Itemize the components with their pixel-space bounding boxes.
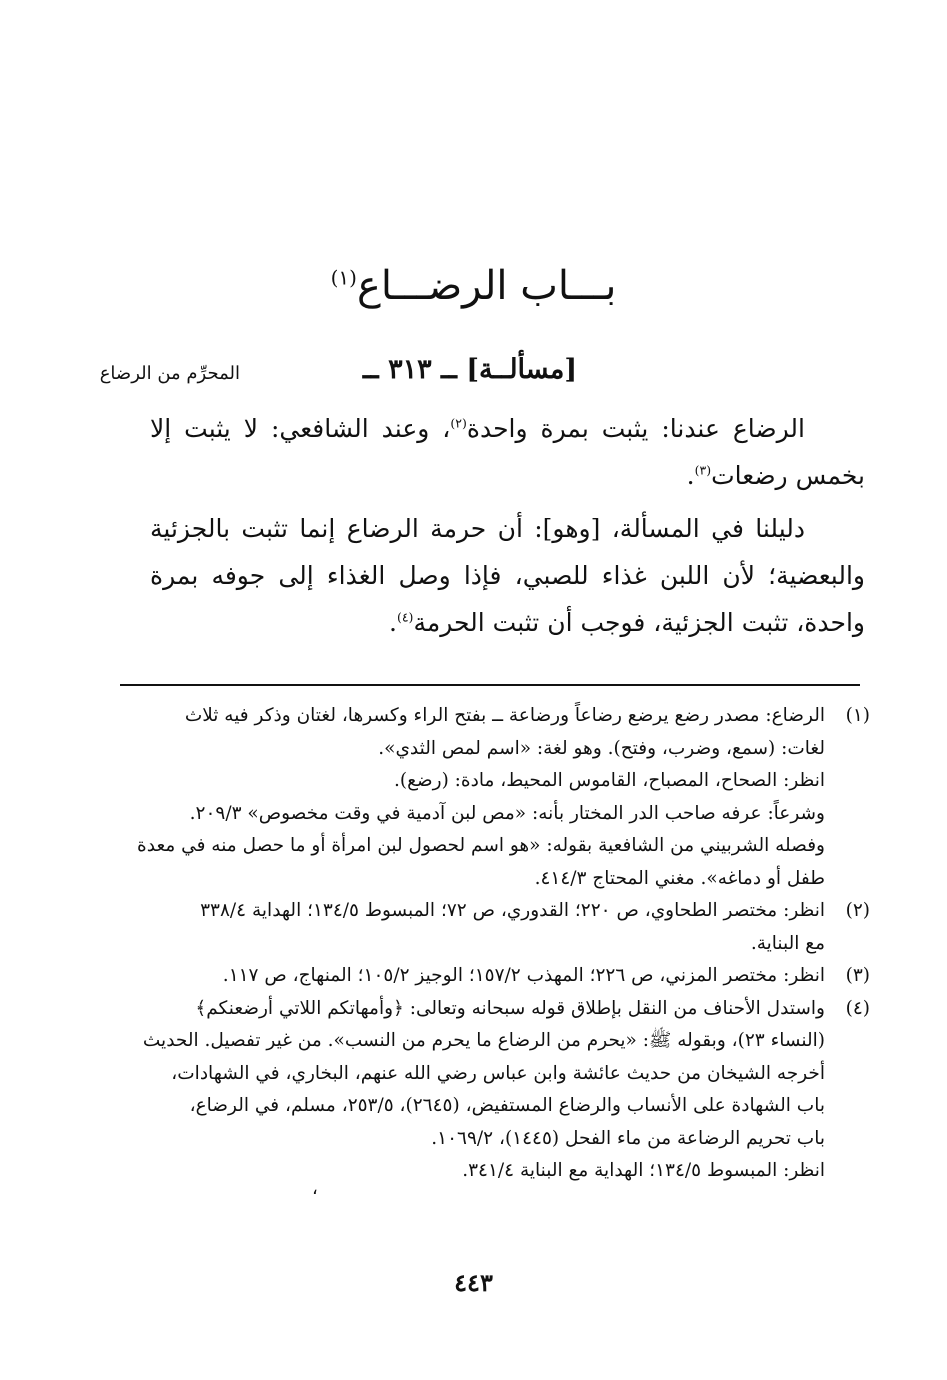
paragraph-ruling-text-c: . [686,461,695,490]
footnote-4 [110,993,870,1188]
issue-heading: [مسألــة] ــ ٣١٣ ــ [362,354,578,385]
footnote-line: باب تحريم الرضاعة من ماء الفحل (١٤٤٥)، ١٠٦٩/٢. [431,1127,825,1149]
footnote-line: (النساء ٢٣)، وبقوله ﷺ: «يحرم من الرضاع ما يحرم من النسب». من غير تفصيل. الحديث [142,1030,825,1051]
footnote-number: (١) [845,705,870,726]
paragraph-evidence-text-b: . [388,608,397,637]
footnote-line: انظر: الصحاح، المصباح، القاموس المحيط، مادة: (رضع). [393,770,825,791]
footnote-ref-3: (٣) [694,462,712,478]
footnote-2 [110,895,870,960]
footnote-ref-4: (٤) [396,609,414,625]
footnote-line: انظر: المبسوط ١٣٤/٥؛ الهداية مع البناية ٣٤١/٤. [462,1160,825,1181]
paragraph-ruling [150,405,865,499]
paragraph-ruling-text-b: ، وعند الشافعي: لا يثبت إلا بخمس رضعات [150,414,865,490]
chapter-title-text: بـــاب الرضـــاع [356,263,617,309]
stray-mark: ، [312,1178,318,1199]
chapter-footnote-ref: (١) [330,265,357,290]
footnote-line: باب الشهادة على الأنساب والرضاع المستفيض، (٢٦٤٥)، ٢٥٣/٥، مسلم، في الرضاع، [189,1095,825,1116]
footnotes [110,700,870,1188]
footnote-ref-2: (٢) [450,415,467,431]
footnote-line: لغات: (سمع، وضرب، وفتح). وهو لغة: «اسم لمص الثدي». [378,737,825,759]
chapter-title [0,262,947,310]
footnote-line: الرضاع: مصدر رضع يرضع رضاعاً ورضاعة ــ بفتح الراء وكسرها، لغتان وذكر فيه ثلاث [184,705,825,726]
paragraph-evidence [150,505,865,646]
paragraph-evidence-text-a: دليلنا في المسألة، [وهو]: أن حرمة الرضاع إنما تثبت بالجزئية والبعضية؛ لأن اللبن غذاء للصبي، فإذا وصل الغذاء إلى جوفه بمرة واحدة، تثبت الجزئية، فوجب أن تثبت الحرمة [150,514,865,637]
footnote-number: (٢) [845,900,870,921]
footnote-number: (٤) [845,997,870,1019]
footnote-line: انظر: مختصر المزني، ص ٢٢٦؛ المهذب ١٥٧/٢؛ الوجيز ١٠٥/٢؛ المنهاج، ص ١١٧. [222,965,825,986]
footnote-line: وشرعاً: عرفه صاحب الدر المختار بأنه: «مص لبن آدمية في وقت مخصوص» ٢٠٩/٣. [189,802,825,824]
footnote-3 [110,960,870,993]
footnote-line: واستدل الأحناف من النقل بإطلاق قوله سبحانه وتعالى: ﴿وأمهاتكم اللاتي أرضعنكم﴾ [195,997,825,1019]
paragraph-ruling-text-a: الرضاع عندنا: يثبت بمرة واحدة [466,414,805,443]
footnote-1 [110,700,870,895]
margin-note: المحرِّم من الرضاع [99,363,240,384]
footnote-line: مع البناية. [750,932,825,954]
footnote-line: أخرجه الشيخان من حديث عائشة وابن عباس رضي الله عنهم، البخاري، في الشهادات، [171,1062,825,1084]
footnote-line: طفل أو دماغه». مغني المحتاج ٤١٤/٣. [534,867,825,889]
footnote-separator [120,684,860,686]
footnote-number: (٣) [845,965,870,986]
footnote-line: انظر: مختصر الطحاوي، ص ٢٢٠؛ القدوري، ص ٧٢؛ المبسوط ١٣٤/٥؛ الهداية ٣٣٨/٤ [200,900,825,921]
footnote-line: وفصله الشربيني من الشافعية بقوله: «هو اسم لحصول لبن امرأة أو ما حصل منه في معدة [137,835,825,856]
page-number: ٤٤٣ [454,1268,493,1297]
